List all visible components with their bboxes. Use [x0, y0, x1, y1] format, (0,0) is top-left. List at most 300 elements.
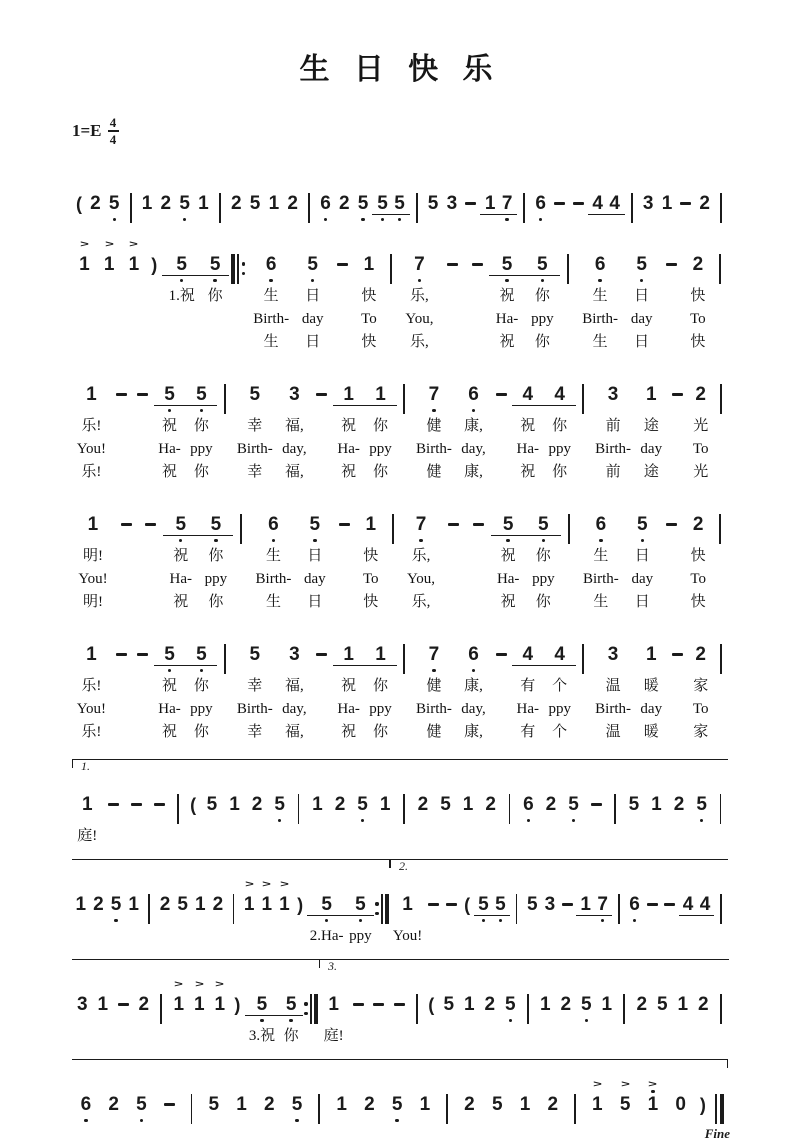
note-digit: 2 [287, 192, 298, 214]
note-digit: 5 [177, 893, 188, 915]
dash-glyph [664, 903, 675, 905]
octave-dot [509, 1019, 512, 1022]
system-tokens [72, 627, 728, 744]
score-system-8 [72, 957, 728, 1048]
lyric-syllable: 你 [535, 548, 551, 564]
parenthesis-glyph: ( [76, 193, 83, 214]
lyric-syllable: Ha- [337, 441, 360, 457]
note [189, 977, 210, 1048]
note [541, 877, 559, 948]
lyric-syllable: 你 [283, 1028, 299, 1044]
dash-glyph [447, 263, 458, 265]
note [535, 977, 556, 1048]
dash-glyph [680, 202, 691, 204]
note-digit: 6 [594, 253, 606, 275]
dash-glyph [353, 1003, 364, 1005]
lyric-syllable: 生 [265, 594, 281, 610]
note-digit: 1 [379, 793, 391, 815]
dash-note [332, 497, 357, 614]
note-digit: 2 [138, 993, 150, 1015]
octave-dot [418, 279, 421, 282]
note [227, 176, 246, 224]
lyric-syllable: 你 [193, 724, 209, 740]
lyric-syllable: 你 [193, 418, 209, 434]
octave-dot [598, 279, 601, 282]
dash-note [667, 627, 688, 744]
lyric-syllable: To [362, 571, 379, 587]
lyric-syllable: 幸 [247, 724, 263, 740]
note-digit: 5 [249, 643, 261, 665]
barline [712, 237, 728, 354]
note [175, 176, 194, 224]
lyric-syllable: day [640, 441, 663, 457]
barline [383, 237, 399, 354]
octave-dot [269, 279, 272, 282]
lyric-syllable: Birth- [236, 441, 273, 457]
lyric-syllable: Birth- [416, 441, 452, 457]
note [693, 977, 714, 1048]
note-digit: 5 [309, 513, 321, 535]
note [577, 497, 625, 614]
note [138, 176, 157, 224]
lyric-syllable: 生 [593, 594, 609, 610]
note [255, 1077, 283, 1125]
note [480, 977, 501, 1048]
lyric-syllable: 你 [373, 418, 389, 434]
lyric-syllable: 途 [643, 464, 659, 480]
octave-dot [113, 218, 116, 221]
lyric-syllable: ppy [190, 701, 213, 717]
octave-dot [432, 669, 435, 672]
lyric-syllable: 快 [690, 334, 706, 350]
note-digit: 5 [249, 383, 261, 405]
note [399, 237, 440, 354]
note [346, 877, 374, 948]
barline [291, 777, 306, 848]
note-digit: 1 [592, 1093, 603, 1115]
note-digit: 2 [692, 253, 704, 275]
note-digit: 7 [414, 253, 425, 275]
barline [714, 977, 729, 1048]
note [411, 367, 456, 484]
dash-glyph [337, 263, 348, 265]
dash-note [440, 237, 465, 354]
dash-glyph [554, 202, 565, 204]
note-digit: 1 [86, 383, 97, 405]
lyric-syllable: day [304, 571, 326, 587]
dash-glyph [118, 1003, 129, 1005]
lyric-syllable: 你 [193, 464, 209, 480]
note [456, 1077, 484, 1125]
note-digit: 4 [554, 643, 565, 665]
octave-dot [361, 819, 364, 822]
note-digit: 6 [595, 513, 607, 535]
dash-note [330, 237, 355, 354]
note [240, 877, 258, 948]
barline [576, 367, 591, 484]
octave-dot [214, 539, 217, 542]
parenthesis-glyph: ( [190, 794, 197, 815]
note [411, 1077, 439, 1125]
note [356, 1077, 384, 1125]
note [684, 497, 712, 614]
note [268, 777, 291, 848]
note-digit: 1 [97, 993, 109, 1015]
dash-glyph [394, 1003, 405, 1005]
lyric-syllable: You! [76, 701, 107, 717]
note-digit: 1 [580, 893, 591, 915]
note [72, 237, 97, 354]
parenthesis [293, 877, 307, 948]
barline [124, 176, 138, 224]
dash-glyph [108, 803, 119, 805]
note [232, 367, 277, 484]
note [72, 367, 111, 484]
lyric-syllable: Ha- [516, 441, 540, 457]
note-digit: 5 [110, 893, 122, 915]
dash-note [559, 877, 577, 948]
note-digit: 5 [537, 253, 548, 275]
barline [302, 176, 316, 224]
lyric-syllable: 祝 [173, 594, 189, 610]
note [72, 877, 90, 948]
lyric-syllable: 祝 [341, 678, 357, 694]
note [383, 1077, 411, 1125]
note [583, 1077, 611, 1125]
lyric-syllable: 祝 [161, 678, 177, 694]
note-digit: 2 [364, 1093, 375, 1115]
dash-note [111, 627, 132, 744]
note [200, 1077, 228, 1125]
barline [397, 627, 412, 744]
note [174, 877, 192, 948]
lyric-syllable: You, [405, 311, 434, 327]
note-digit: 1 [128, 253, 140, 275]
dash-note [443, 877, 461, 948]
score [72, 176, 730, 1141]
note [539, 1077, 567, 1125]
lyric-syllable: 快 [363, 594, 379, 610]
note [329, 777, 352, 848]
barline [396, 777, 411, 848]
octave-dot [640, 279, 643, 282]
octave-dot [505, 279, 508, 282]
note-digit: 1 [243, 893, 255, 915]
note-digit: 2 [334, 793, 346, 815]
note [457, 627, 491, 744]
note [105, 176, 124, 224]
rest-note [667, 1077, 695, 1125]
note-digit: 5 [208, 1093, 220, 1115]
lyric-syllable: 福, [284, 724, 304, 740]
barline [143, 877, 157, 948]
lyric-syllable: 庭! [77, 828, 98, 844]
lyric-syllable: 幸 [247, 418, 263, 434]
note [72, 977, 93, 1048]
score-system-4 [72, 497, 728, 614]
note-digit: 1 [75, 893, 87, 915]
note-digit: 2 [464, 1093, 475, 1115]
note [374, 777, 397, 848]
lyric-syllable: 1.祝 [168, 288, 195, 304]
note [246, 777, 269, 848]
dash-note [425, 877, 443, 948]
note [198, 497, 233, 614]
note-digit: 1 [261, 893, 273, 915]
note-digit: 4 [682, 893, 694, 915]
note [245, 977, 280, 1048]
note [525, 237, 560, 354]
note-digit: 1 [540, 993, 551, 1015]
parenthesis-glyph: ( [428, 994, 435, 1015]
parenthesis [72, 176, 86, 224]
parenthesis [695, 1077, 712, 1125]
lyric-syllable: Birth- [236, 701, 273, 717]
octave-dot [272, 539, 275, 542]
lyric-syllable: 你 [552, 464, 568, 480]
note-digit: 1 [236, 1093, 247, 1115]
lyric-syllable: 生 [592, 288, 608, 304]
note-digit: 1 [128, 893, 139, 915]
note-digit: 5 [391, 1093, 403, 1115]
note-digit: 1 [645, 643, 657, 665]
note-digit: 5 [164, 383, 175, 405]
note-digit: 1 [677, 993, 689, 1015]
note-digit: 7 [428, 643, 440, 665]
lyric-syllable: day, [461, 441, 486, 457]
note-digit: 4 [522, 643, 534, 665]
note [249, 497, 297, 614]
note [439, 977, 460, 1048]
lyric-syllable: 祝 [161, 418, 177, 434]
note-digit: 5 [256, 993, 268, 1015]
note-digit: 7 [501, 192, 513, 214]
note [128, 1077, 156, 1125]
score-system-3 [72, 367, 728, 484]
note-digit: 5 [176, 253, 187, 275]
note [652, 977, 673, 1048]
note [658, 176, 677, 224]
note-digit: 1 [86, 643, 97, 665]
note [169, 977, 190, 1048]
note [223, 777, 246, 848]
lyric-syllable: Ha- [495, 311, 519, 327]
dash-note [114, 497, 139, 614]
octave-dot [499, 919, 502, 922]
dash-glyph [164, 1103, 175, 1105]
octave-dot [599, 539, 602, 542]
lyric-syllable: ppy [548, 441, 571, 457]
lyric-syllable: 祝 [520, 464, 536, 480]
note-digit: 3 [76, 993, 88, 1015]
note-digit: 3 [289, 643, 300, 665]
dash-glyph [472, 263, 483, 265]
octave-dot [359, 919, 362, 922]
note-digit: 5 [291, 1093, 303, 1115]
time-signature [108, 116, 119, 146]
dash-glyph [154, 803, 165, 805]
lyric-syllable: ppy [548, 701, 571, 717]
parenthesis-glyph: ) [699, 1094, 706, 1115]
note-digit: 5 [526, 893, 538, 915]
note [480, 176, 517, 224]
dash-glyph [672, 653, 683, 655]
lyric-syllable: 生 [592, 334, 608, 350]
lyric-syllable: 日 [634, 288, 650, 304]
accent-mark: > [104, 238, 114, 250]
note [597, 977, 618, 1048]
lyric-syllable: 前 [605, 464, 621, 480]
score-system-5 [72, 627, 728, 744]
note [459, 977, 480, 1048]
lyric-syllable: 你 [373, 464, 389, 480]
note [93, 977, 114, 1048]
lyric-syllable: 你 [208, 548, 224, 564]
lyric-syllable: 温 [605, 724, 621, 740]
note [97, 237, 122, 354]
note-digit: 5 [504, 993, 516, 1015]
note-digit: 1 [402, 893, 413, 915]
dash-glyph [116, 653, 127, 655]
note-digit: 5 [696, 793, 707, 815]
lyric-syllable: 你 [534, 334, 550, 350]
lyric-syllable: 康, [464, 418, 483, 434]
dash-note [148, 777, 171, 848]
octave-dot [260, 1019, 263, 1022]
score-system-2 [72, 237, 728, 354]
note [512, 367, 544, 484]
note [72, 777, 103, 848]
lyric-syllable: ppy [532, 571, 555, 587]
note [333, 627, 365, 744]
note-digit: 2 [90, 192, 101, 214]
dash-glyph [496, 653, 507, 655]
lyric-syllable: Birth- [582, 571, 619, 587]
barline [576, 627, 591, 744]
barline [397, 367, 412, 484]
barline [517, 176, 531, 224]
parenthesis-glyph: ) [234, 994, 241, 1015]
accent-mark: > [648, 1078, 658, 1090]
parenthesis [424, 977, 439, 1048]
note [316, 176, 335, 224]
note [72, 627, 111, 744]
note-digit: 5 [108, 192, 120, 214]
accent-mark: > [215, 978, 225, 990]
note-digit: 2 [230, 192, 242, 214]
lyric-syllable: 乐, [411, 594, 431, 610]
parenthesis-glyph: ( [464, 894, 471, 915]
octave-dot [381, 218, 384, 221]
note [201, 777, 224, 848]
note-digit: 1 [141, 192, 153, 214]
dash-note [311, 367, 332, 484]
dash-glyph [373, 1003, 384, 1005]
note [107, 877, 125, 948]
lyric-syllable: To [692, 701, 709, 717]
octave-dot [213, 279, 216, 282]
dash-glyph [647, 903, 658, 905]
note-digit: 2 [673, 793, 685, 815]
note-digit: 2 [417, 793, 429, 815]
lyric-syllable: To [690, 571, 706, 587]
key-signature [72, 116, 728, 146]
note [526, 497, 561, 614]
note [154, 367, 186, 484]
lyric-syllable: ppy [349, 928, 372, 944]
title-bar [72, 44, 728, 88]
note-digit: 1 [343, 383, 354, 405]
octave-dot [183, 218, 186, 221]
lyric-syllable: 温 [605, 678, 621, 694]
lyric-syllable: Ha- [516, 701, 540, 717]
note-digit: 2 [338, 192, 350, 214]
dash-glyph [316, 393, 327, 395]
note [319, 977, 348, 1048]
lyric-syllable: 3.祝 [248, 1028, 276, 1044]
dash-glyph [428, 903, 439, 905]
dash-glyph [145, 523, 156, 525]
octave-dot [295, 1119, 298, 1122]
note [625, 497, 659, 614]
note-digit: 1 [81, 793, 93, 815]
note-digit: 1 [328, 993, 339, 1015]
page-title: 生 日 快 乐 [299, 53, 501, 86]
lyric-syllable: 暖 [643, 724, 659, 740]
barline [217, 627, 232, 744]
lyric-syllable: You! [76, 441, 107, 457]
note-digit: 5 [628, 793, 640, 815]
note [201, 237, 229, 354]
note [365, 627, 397, 744]
octave-dot [472, 669, 475, 672]
dash-glyph [465, 202, 476, 204]
note [540, 777, 563, 848]
lyric-syllable: 祝 [341, 724, 357, 740]
note-digit: 6 [468, 643, 479, 665]
note [156, 877, 174, 948]
barline [521, 977, 536, 1048]
lyric-syllable: 个 [552, 678, 568, 694]
lyric-syllable: 你 [193, 678, 209, 694]
dash-glyph [448, 523, 459, 525]
note-digit: 2 [264, 1093, 275, 1115]
barline [154, 977, 169, 1048]
note [156, 176, 175, 224]
dash-glyph [573, 202, 584, 204]
octave-dot [375, 912, 378, 915]
lyric-syllable: 明! [82, 594, 103, 610]
note [684, 237, 712, 354]
note-digit: 2 [695, 383, 706, 405]
time-signature-top: 4 [109, 115, 117, 131]
dash-note [441, 497, 466, 614]
accent-mark: > [620, 1078, 630, 1090]
dash-note [659, 497, 684, 614]
octave-dot [304, 1002, 307, 1005]
lyric-syllable: Birth- [253, 311, 290, 327]
parenthesis [230, 977, 245, 1048]
barline [233, 497, 249, 614]
note-digit: 2 [695, 643, 706, 665]
note [512, 627, 544, 744]
system-tokens [72, 176, 728, 224]
note [457, 777, 480, 848]
lyric-syllable: 生 [263, 288, 279, 304]
barline [217, 367, 232, 484]
note-digit: 5 [136, 1093, 147, 1115]
note-digit: 1 [343, 643, 354, 665]
